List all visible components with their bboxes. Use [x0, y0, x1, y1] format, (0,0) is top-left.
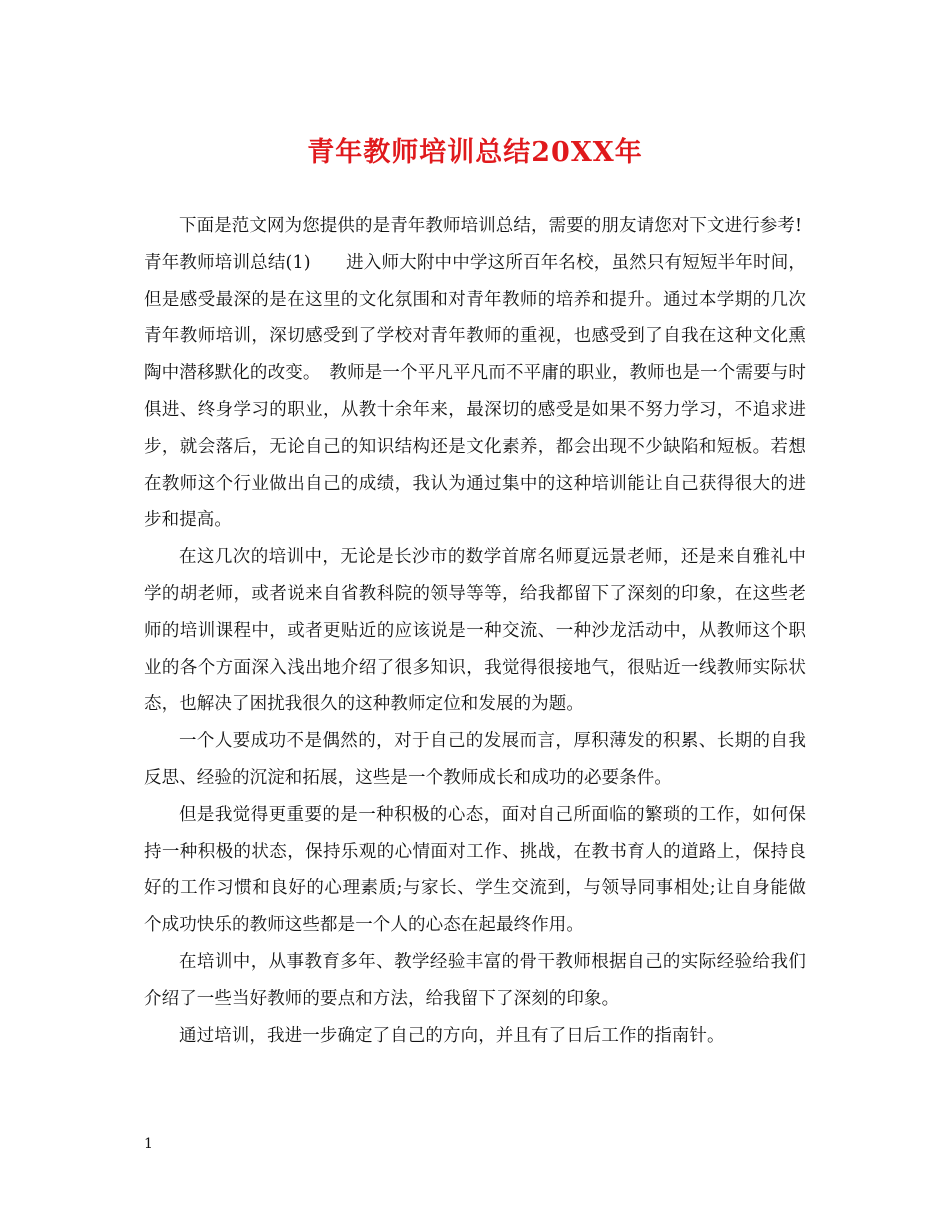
document-body — [144, 208, 806, 1054]
document-title: 青年教师培训总结20XX年 — [307, 137, 643, 168]
paragraph-teaching-methods: 在培训中，从事教育多年、教学经验丰富的骨干教师根据自己的实际经验给我们介绍了一些当好教师的要点和方法，给我留下了深刻的印象。 — [144, 951, 806, 1009]
paragraph-training-experience: 在这几次的培训中，无论是长沙市的数学首席名师夏远景老师，还是来自雅礼中学的胡老师，或者说来自省教科院的领导等等，给我都留下了深刻的印象，在这些老师的培训课程中，或者更贴近的应该说是一种交流、一种沙龙活动中，从教师这个职业的各个方面深入浅出地介绍了很多知识，我觉得很接地气，很贴近一线教师实际状态，也解决了困扰我很久的这种教师定位和发展的为题。 — [144, 547, 806, 715]
paragraph-conclusion: 通过培训，我进一步确定了自己的方向，并且有了日后工作的指南针。 — [179, 1025, 725, 1046]
paragraph-intro: 下面是范文网为您提供的是青年教师培训总结，需要的朋友请您对下文进行参考! — [179, 216, 803, 236]
paragraph-positive-attitude: 但是我觉得更重要的是一种积极的心态，面对自己所面临的繁琐的工作，如何保持一种积极的状态，保持乐观的心情面对工作、挑战，在教书育人的道路上，保持良好的工作习惯和良好的心理素质;与家长、学生交流到，与领导同事相处;让自身能做个成功快乐的教师这些都是一个人的心态在起最终作用。 — [144, 804, 806, 936]
paragraph-summary-1: 青年教师培训总结(1) 进入师大附中中学这所百年名校，虽然只有短短半年时间，但是感受最深的是在这里的文化氛围和对青年教师的培养和提升。通过本学期的几次青年教师培训，深切感受到了学校对青年教师的重视，也感受到了自我在这种文化熏陶中潜移默化的改变。 教师是一个平凡平凡而不平庸的职业，教师也是一个需要与时俱进、终身学习的职业，从教十余年来，最深切的感受是如果不努力学习，不追求进步，就会落后，无论自己的知识结构还是文化素养，都会出现不少缺陷和短板。若想在教师这个行业做出自己的成绩，我认为通过集中的这种培训能让自己获得很大的进步和提高。 — [144, 252, 806, 531]
page-number: 1 — [144, 1136, 153, 1152]
paragraph-success-factors: 一个人要成功不是偶然的，对于自己的发展而言，厚积薄发的积累、长期的自我反思、经验的沉淀和拓展，这些是一个教师成长和成功的必要条件。 — [144, 731, 806, 788]
